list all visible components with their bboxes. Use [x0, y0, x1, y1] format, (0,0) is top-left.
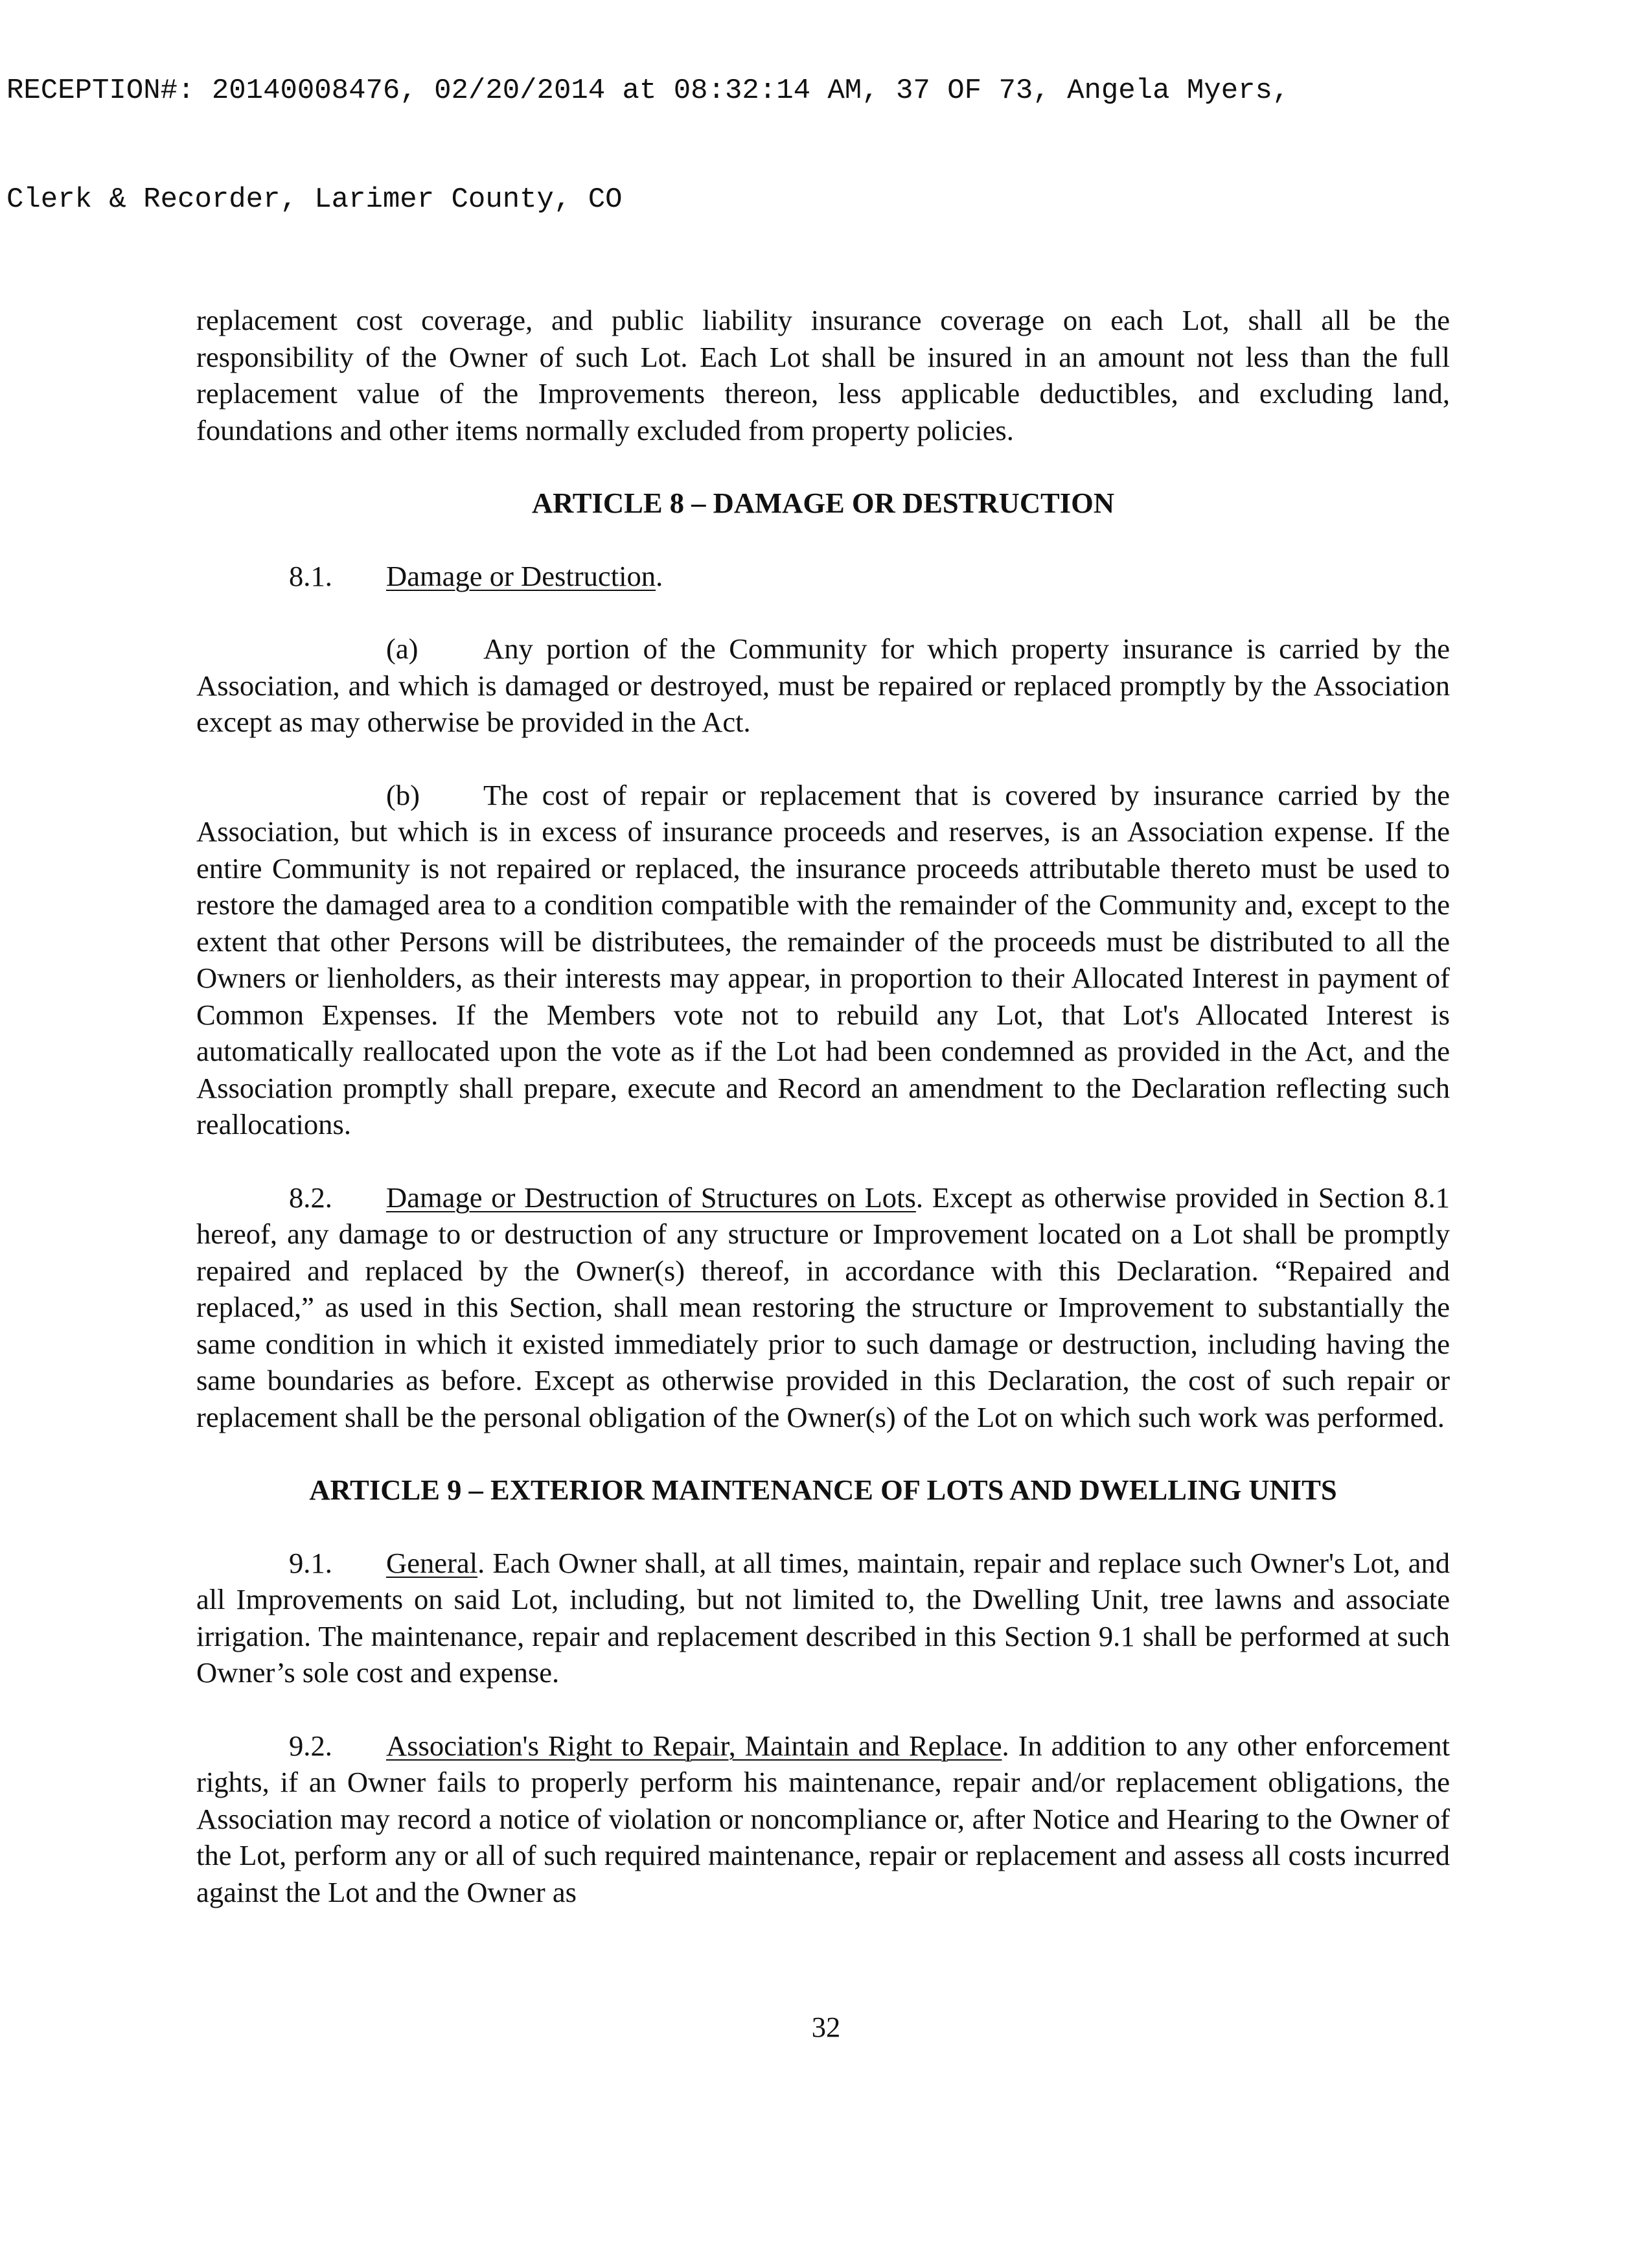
document-body	[196, 302, 1450, 1910]
intro-paragraph: replacement cost coverage, and public liability insurance coverage on each Lot, shall all be the responsibility of the Owner of such Lot. Each Lot shall be insured in an amount not less than the full replacement value of the Improvements thereon, less applicable deductibles, and excluding land, foundations and other items normally excluded from property policies.	[196, 304, 1450, 446]
section-9-2-number: 9.2.	[289, 1729, 332, 1762]
section-8-2-title: Damage or Destruction of Structures on Lots	[386, 1181, 916, 1214]
section-9-1-number: 9.1.	[289, 1546, 332, 1579]
section-9-2-title: Association's Right to Repair, Maintain and Replace	[386, 1729, 1002, 1762]
section-8-1-b-label: (b)	[386, 778, 420, 811]
section-8-1-heading	[196, 558, 1450, 595]
article-9-title: ARTICLE 9 – EXTERIOR MAINTENANCE OF LOTS AND DWELLING UNITS	[309, 1474, 1337, 1506]
section-8-1-a-label: (a)	[386, 632, 419, 665]
section-8-1-number: 8.1.	[289, 559, 332, 592]
recording-stamp	[6, 0, 1289, 254]
section-8-2-text: . Except as otherwise provided in Section 8.1 hereof, any damage to or destruction of any structure or Improvement located on a Lot shall be promptly repaired and replaced by the Owner(s) thereof, in accordance with this Declaration. “Repaired and replaced,” as used in this Section, shall mean restoring the structure or Improvement to substantially the same condition in which it existed immediately prior to such damage or destruction, including having the same boundaries as before. Except as otherwise provided in this Declaration, the cost of such repair or replacement shall be the personal obligation of the Owner(s) of the Lot on which such work was performed.	[196, 1181, 1450, 1433]
section-8-1-b	[196, 777, 1450, 1143]
article-8-title: ARTICLE 8 – DAMAGE OR DESTRUCTION	[531, 487, 1115, 519]
page-number: 32	[811, 2011, 841, 2043]
section-8-2	[196, 1179, 1450, 1436]
section-8-2-number: 8.2.	[289, 1181, 332, 1214]
section-9-1-title: General	[386, 1546, 478, 1579]
section-8-1-title: Damage or Destruction	[386, 559, 656, 592]
section-9-2-text: . In addition to any other enforcement rights, if an Owner fails to properly perform his maintenance, repair and/or replacement obligations, the Association may record a notice of violation or noncompliance or, after Notice and Hearing to the Owner of the Lot, perform any or all of such required maintenance, repair or replacement and assess all costs incurred against the Lot and the Owner as	[196, 1729, 1451, 1908]
section-8-1-a-text: Any portion of the Community for which property insurance is carried by the Association, and which is damaged or destroyed, must be repaired or replaced promptly by the Association except as may otherwise be provided in the Act.	[196, 632, 1450, 738]
section-9-2	[196, 1728, 1450, 1911]
section-8-1-b-text: The cost of repair or replacement that is covered by insurance carried by the Association, but which is in excess of insurance proceeds and reserves, is an Association expense. If the entire Community is not repaired or replaced, the insurance proceeds attributable thereto must be used to restore the damaged area to a condition compatible with the remainder of the Community and, except to the extent that other Persons will be distributees, the remainder of the proceeds must be distributed to all the Owners or lienholders, as their interests may appear, in proportion to their Allocated Interest in payment of Common Expenses. If the Members vote not to rebuild any Lot, that Lot's Allocated Interest is automatically reallocated upon the vote as if the Lot had been condemned as provided in the Act, and the Association promptly shall prepare, execute and Record an amendment to the Declaration reflecting such reallocations.	[196, 778, 1450, 1140]
recording-stamp-line-1: RECEPTION#: 20140008476, 02/20/2014 at 08:32:14 AM, 37 OF 73, Angela Myers,	[6, 75, 1290, 107]
section-9-1-text: . Each Owner shall, at all times, maintain, repair and replace such Owner's Lot, and all Improvements on said Lot, including, but not limited to, the Dwelling Unit, tree lawns and associate irrigation. The maintenance, repair and replacement described in this Section 9.1 shall be performed at such Owner’s sole cost and expense.	[196, 1546, 1450, 1689]
section-8-1-title-punct: .	[656, 559, 663, 592]
section-9-1	[196, 1545, 1450, 1691]
recording-stamp-line-2: Clerk & Recorder, Larimer County, CO	[6, 183, 623, 216]
section-8-1-a	[196, 630, 1450, 741]
